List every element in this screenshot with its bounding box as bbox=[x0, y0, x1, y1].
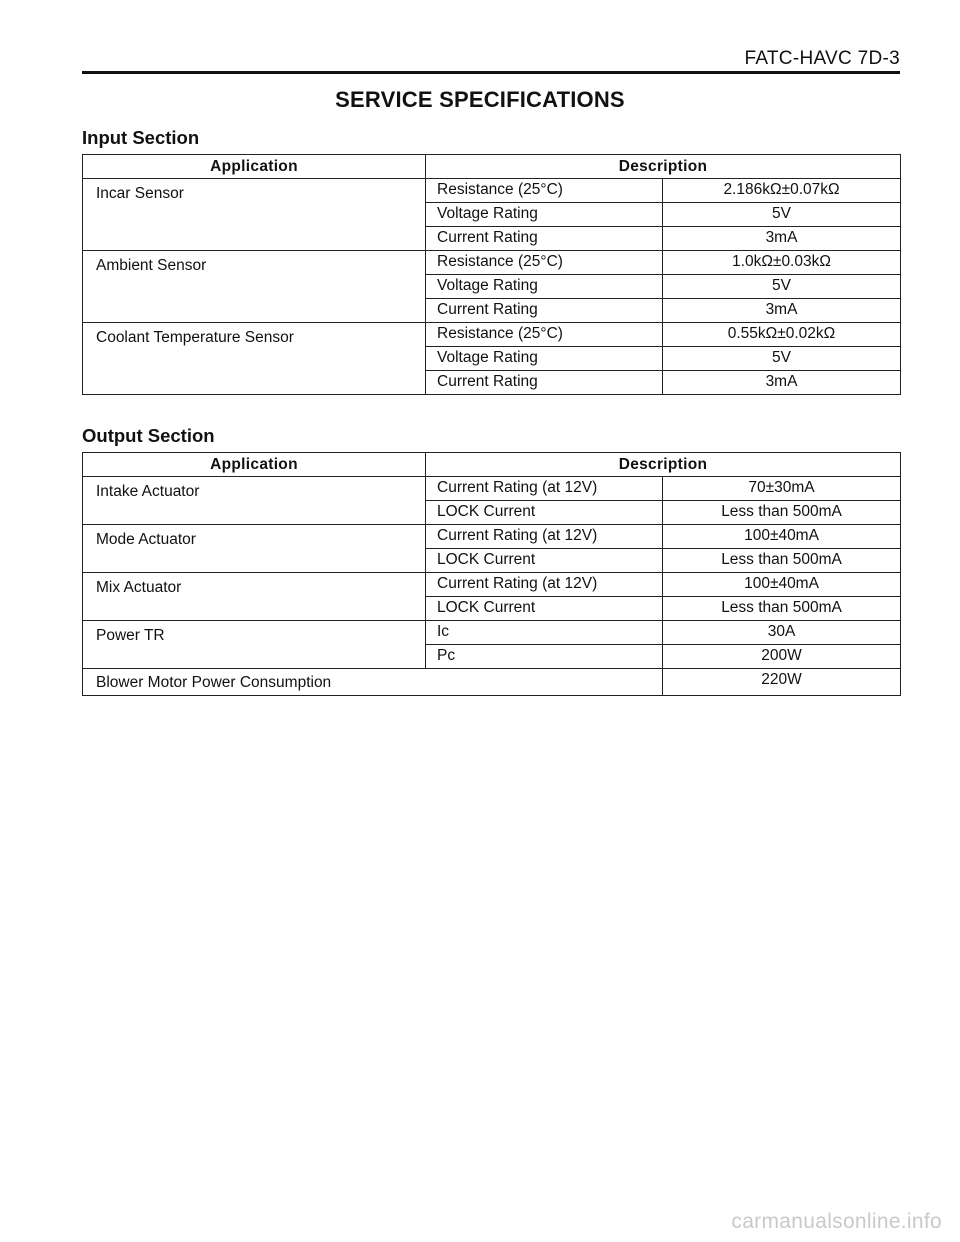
table-row bbox=[83, 573, 901, 597]
parameter-cell: Voltage Rating bbox=[426, 347, 663, 371]
application-header: Application bbox=[83, 155, 426, 179]
value-cell: 2.186kΩ±0.07kΩ bbox=[663, 179, 901, 203]
value-cell: Less than 500mA bbox=[663, 597, 901, 621]
parameter-cell: Resistance (25°C) bbox=[426, 251, 663, 275]
value-cell: 5V bbox=[663, 347, 901, 371]
application-cell: Power TR bbox=[83, 621, 426, 669]
parameter-cell: LOCK Current bbox=[426, 597, 663, 621]
application-cell: Mode Actuator bbox=[83, 525, 426, 573]
value-cell: Less than 500mA bbox=[663, 549, 901, 573]
output-section-title: Output Section bbox=[82, 425, 215, 446]
application-cell: Coolant Temperature Sensor bbox=[83, 323, 426, 395]
application-cell: Mix Actuator bbox=[83, 573, 426, 621]
parameter-cell: Pc bbox=[426, 645, 663, 669]
value-cell: 100±40mA bbox=[663, 573, 901, 597]
parameter-cell: Resistance (25°C) bbox=[426, 179, 663, 203]
parameter-cell: Current Rating (at 12V) bbox=[426, 525, 663, 549]
application-cell: Blower Motor Power Consumption bbox=[83, 669, 663, 696]
table-row bbox=[83, 323, 901, 347]
table-row bbox=[83, 477, 901, 501]
value-cell: 5V bbox=[663, 275, 901, 299]
parameter-cell: Ic bbox=[426, 621, 663, 645]
table-row bbox=[83, 669, 901, 696]
application-header: Application bbox=[83, 453, 426, 477]
table-row bbox=[83, 525, 901, 549]
header-rule bbox=[82, 71, 900, 74]
parameter-cell: Current Rating bbox=[426, 371, 663, 395]
value-cell: 220W bbox=[663, 669, 901, 696]
value-cell: Less than 500mA bbox=[663, 501, 901, 525]
parameter-cell: LOCK Current bbox=[426, 549, 663, 573]
value-cell: 3mA bbox=[663, 227, 901, 251]
input-section-title: Input Section bbox=[82, 127, 200, 148]
description-header: Description bbox=[426, 453, 901, 477]
application-cell: Intake Actuator bbox=[83, 477, 426, 525]
value-cell: 1.0kΩ±0.03kΩ bbox=[663, 251, 901, 275]
parameter-cell: Voltage Rating bbox=[426, 275, 663, 299]
watermark: carmanualsonline.info bbox=[731, 1210, 942, 1233]
value-cell: 70±30mA bbox=[663, 477, 901, 501]
application-cell: Incar Sensor bbox=[83, 179, 426, 251]
page-title: SERVICE SPECIFICATIONS bbox=[335, 87, 625, 112]
table-row bbox=[83, 621, 901, 645]
parameter-cell: Current Rating bbox=[426, 299, 663, 323]
table-header-row bbox=[83, 155, 901, 179]
value-cell: 0.55kΩ±0.02kΩ bbox=[663, 323, 901, 347]
parameter-cell: Voltage Rating bbox=[426, 203, 663, 227]
parameter-cell: LOCK Current bbox=[426, 501, 663, 525]
page-header: FATC-HAVC 7D-3 bbox=[744, 48, 900, 69]
application-cell: Ambient Sensor bbox=[83, 251, 426, 323]
parameter-cell: Current Rating (at 12V) bbox=[426, 573, 663, 597]
value-cell: 30A bbox=[663, 621, 901, 645]
input-spec-table bbox=[82, 154, 901, 395]
value-cell: 200W bbox=[663, 645, 901, 669]
parameter-cell: Current Rating bbox=[426, 227, 663, 251]
output-spec-table bbox=[82, 452, 901, 696]
description-header: Description bbox=[426, 155, 901, 179]
table-row bbox=[83, 179, 901, 203]
parameter-cell: Current Rating (at 12V) bbox=[426, 477, 663, 501]
parameter-cell: Resistance (25°C) bbox=[426, 323, 663, 347]
value-cell: 3mA bbox=[663, 371, 901, 395]
table-row bbox=[83, 251, 901, 275]
value-cell: 100±40mA bbox=[663, 525, 901, 549]
value-cell: 3mA bbox=[663, 299, 901, 323]
table-header-row bbox=[83, 453, 901, 477]
value-cell: 5V bbox=[663, 203, 901, 227]
